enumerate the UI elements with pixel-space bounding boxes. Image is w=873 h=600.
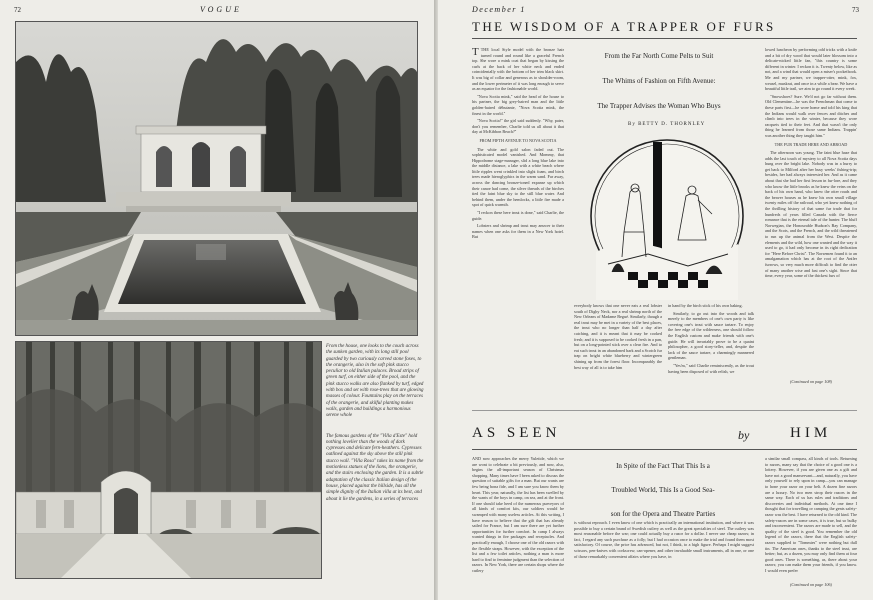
trapper-col2b-para-2: Similarly, to go out into the woods and talk merely to the members of one's own party is like covering one's trout with sauce tartare. To enjoy the free edge of the wilderness, one should follow the English custom and make friends with one's guide. He will invariably prove to be a quaint philosopher, a good story-teller, and, despite the lack of the sauce tartare, a charmingly mannered gentleman. — [668, 310, 754, 361]
villa-garden-photo — [15, 341, 322, 579]
trapper-col1-para-3: "Nova Scotia!" the girl said suddenly. "Why, pater, don't you remember, Charlie told us all about it that day at McKibbon Beach?" — [472, 118, 564, 135]
section-rule — [472, 410, 857, 411]
trapper-column-1 — [472, 47, 564, 450]
trapper-col1-para-6: Lobsters and shrimp and trout may answer to their names when one asks for them in a New York hotel. But — [472, 223, 564, 240]
seen-column-3 — [765, 456, 857, 578]
page-number-left: 72 — [14, 6, 21, 14]
trapper-col3-para-2: "Snowshoes? Sure. We'd not go far without them. Old Clementine—he was the Frenchman that come to these parts first—he wore home and told his king that the Indians would walk over fences and ditches and climb into trees in the winter, because they wore racquets tied to their feet. And that wasn't the only thing he learned from those same Indians. Trappin' was another thing they taught him." — [765, 93, 857, 138]
deck-line-3: The Trapper Advises the Woman Who Buys — [597, 102, 721, 110]
seen-continued — [765, 582, 857, 592]
article-headline: THE WISDOM OF A TRAPPER OF FURS — [472, 19, 776, 34]
seen-col3-para-1: a similar small compass, all kinds of tools. Returning to razors, many say that the choice of a good one is a lottery. However, if you are given one as a gift and have not a good manservant—and, naturally, you have only yourself to rely upon in camp—you can manage to hone your razor on your belt. A dozen fine razors are a luxury. No two men strop their razors in the same way. Each of us has rules and traditions and discoveries and individual methods. At one time I thought that for travelling or camping the gents safety-razor was the best. I have returned to the old kind. The safety-razors are in some cases, it is true, but so bulky and inconvenient. The razors are made to sell, and the quality of the steel is good. You remember the old legend of the razors, there that the English safety-razors supplied to "Tommies" were nothing but dull tin. The American ones, thanks to the steel trust, are better; but, as a dozen, you may only find them at four good ones. There is something, as, there about your razors; you can make them your friends, if you know. I would even prefer — [765, 456, 857, 573]
trapper-col2a-para-1: everybody knows that one never eats a real lobster south of Digby Neck, nor a real shrimp north of the New Orleans of Madame Begué. Similarly, though a real trout may be met in a variety of the best places, the trout who no longer than half a day after catching, and it is meant that it may be cooked fresh; and it is supposed to be cooked fresh in a pan, but on a long-pointed stick over a clear fire. And to eat such trout in an abandoned bark and a Scotch fur trap on bright white blueberry and wintergreen shining up from the forest floor. Incomparably the best way of all is to take him — [574, 303, 662, 370]
seen-rule — [472, 449, 857, 450]
deck-line-2: The Whims of Fashion on Fifth Avenue: — [602, 77, 716, 85]
seen-deck-line-1: In Spite of the Fact That This Is a — [616, 462, 710, 470]
trapper-col1-para-1: TTHE local Style model with the bronze hair turned round and round like a graceful French top. She wore a mink coat that began by kissing the curls at the back of her white neck and ended coincidentally with the bottom of her trim black skirt. It was big of collar and generous as to shoulder-room, and the lower perimeter of it was long enough to serve as an equator for the fashionable world. — [472, 47, 564, 92]
trapper-col1-para-5: "I reckon these here trout is done," said Charlie, the guide. — [472, 210, 564, 221]
continued-note-seen: (Continued on page 106) — [790, 582, 832, 587]
trapper-col1-para-4: The white and gold salon faded out. The sophisticated model vanished. And Mommy, that Hippodrome stage-manager, slid a long blue lake into the middle distance, a lake with a white beach where little ripples went crinkled into slight foam, and birch trees made hieroglyphics in the warm sand. Far away, across the dancing bronze-toned expanse up which their canoe had come, the silver threads of the birches tied the faint blue sky to the still blue water. And behind them, under the hemlocks, a little fire made a spot of quick warmth. — [472, 146, 564, 208]
seen-col2-para-1: is without reproach. I even know of one which is practically an international institution, and where it was possible to buy a certain brand of Swedish cutlery as well as the great specialties of steel. The cutlery was most reasonable before the war; one could actually buy a razor for a dollar. I never use cheap razors; in fact, I regard any such purchase as a folly; but I had occasion once to make the trial and found them most satisfactory. Of course, the price has advanced, but not, I think, to a high figure. Perhaps I might suggest scissors, pen-knives with corkscrew, can-opener, and other invaluable small instruments, all in one, or one of those remarkably convenient affairs where you have, in — [574, 520, 754, 559]
caption-bottom: The famous gardens of the "Villa d'Este" hold nothing lovelier than the woods of dark cypresses and delicate fern-heathers. Cypresses outlined against the sky above the still pink stucco wall. "Villa Rosa" takes its name from the motionless statues of the lions, the orangerie, and the stairs enclosing the garden. It is a subtle adaptation of the classic Italian design of the house, placed against the hillside, has all the simple dignity of the Italian villa at its best, and about it lie the gardens, in a series of terraces — [326, 433, 424, 502]
trapper-column-3 — [765, 47, 857, 387]
circle-figures-icon — [588, 132, 746, 300]
running-head-vogue: VOGUE — [200, 5, 242, 14]
seen-title-by: by — [738, 428, 750, 442]
drop-cap: T — [472, 47, 479, 58]
right-page — [438, 0, 873, 600]
sunken-garden-photo — [15, 21, 418, 336]
seen-deck-line-3: son for the Opera and Theatre Parties — [610, 510, 716, 518]
caption-top: From the house, one looks to the couch across the sunken garden, with its long still pool guarded by two curiously carved stone foxes, to the orangerie, also in the soft pink stucco peculiar to old Italian palaces. Broad strips of green turf, on either side of the pool, and the pink stucco walks are also flanked by turf, edged with box and set with rose-trees that are glowing masses of colour. Fountains play on the terraces of the orangerie, and skilful planting makes walls, garden and buildings a harmonious serene whole — [326, 344, 424, 419]
seen-title-him: HIM — [790, 425, 832, 441]
trapper-column-2a — [574, 303, 662, 449]
seen-col1-para-1: AND now approaches the merry Yuletide, which we are wont to celebrate a bit previously, and now, also, begins the all-important season of Christmas shopping. Many times have I been asked to discuss the question of suitable gifts for a man. But our wants are few being bona fide, and I am sure you know them by heart. This year, naturally, the list has been swelled by the wants of the boys in camp, on sea, and at the front. If one should take heed of the numerous purveyors of all kinds of comfort kits, our soldiers would be swamped with many useless articles. At this writing, I have reason to believe that the gift that has already sailed for France, but I am sure there are yet further opportunities for further comfort. In camp I always wanted things in fire packages and receptacles. And practically enough, I choose one of the old razors with the flexible straps. However, with the exception of the list and a few toilet articles, nothing a man is more hard to find to feminine judgment than the selection of razors. In New York, there are certain shops where the cutlery — [472, 456, 564, 573]
article-byline: By BETTY D. THORNLEY — [628, 122, 706, 127]
left-page — [0, 0, 434, 600]
seen-column-1 — [472, 456, 564, 598]
seen-deck — [574, 458, 752, 522]
page-number-right: 73 — [852, 6, 859, 14]
trapper-continued — [765, 379, 857, 389]
article-deck — [574, 52, 744, 127]
trapper-col2b-para-1: in hand by the birch stick of his own baking. — [668, 303, 743, 308]
running-head-date: December 1 — [472, 5, 526, 14]
trapper-col1-para-2: "Nova Scotia mink," said the head of the house to his partner, the big grey-haired man and the little golden-haired débutante, "Nova Scotia mink, the finest in the world." — [472, 93, 564, 116]
deck-line-1: From the Far North Come Pelts to Suit — [604, 52, 714, 60]
trapper-col3-para-3: The afternoon was young. The faint blue haze that adds the last touch of mystery to all Nova Scotia days hung over the bright lake. Nobody was in a hurry to get back to Milford after her busy weeks' fishing-trip; besides, her had always interested her. And as it came about that she had her first lesson in fur-lore, and they who know the little brooks as he knew the veins on the back of his own hand, who knew the otter roads and the beaver houses as he knew his own small village twenty miles off the railroad, who yet knew nothing of the thrilling history of that same fur trade that for hundreds of years filled Canada with the fierce romance that is the eternal tale of the hunter. The bluff Norwegian, the Honourable Hudson's Bay Company, and the Scots, and the French, and the wild threatened to run up the animal from the West. Despite the elements and the wild, how one wanted and the way it used to go, it had only become in its right dedication for "Here Before Christ". The Norsemen found it to an amalgamation which has at the root of the Antler furrows, so very much more difficult to find the otter of many another wise and fast one's sight. Since that time, every year, some of the thickest furs of — [765, 150, 857, 279]
sunken-garden-image — [16, 22, 417, 335]
seen-title-main: AS SEEN — [472, 425, 561, 441]
subhead-fur-trade: THE FUR TRADE HERE AND ABROAD — [774, 141, 848, 147]
continued-note-trapper: (Continued on page 108) — [790, 379, 832, 384]
trapper-col3-para-1: lowed luncheon by performing odd tricks with a knife and a bit of dry wood that would later blossom into a delicate-nicked little fan, "this country is some different in winter. I reckon it is. Twenty below, like as not, and a wind that would open a miser's pocketbook. Me and my partner, we trapper-otter, mink, fox, weasel, muskrat, and once in a while a bear. We have a beautiful little trail, we aim to go round it every week. — [765, 47, 857, 92]
villa-garden-image — [16, 342, 321, 578]
headline-rule — [472, 38, 857, 39]
photo-captions — [326, 344, 424, 507]
fur-fashion-illustration — [588, 132, 746, 300]
trapper-col2b-para-3: "Yes'm," said Charlie reminiscently, as the trout having been disposed of with relish, we — [668, 362, 754, 374]
seen-column-2 — [574, 520, 754, 598]
seen-deck-line-2: Troubled World, This Is a Good Sea- — [611, 486, 715, 494]
subhead-nova-scotia: FROM FIFTH AVENUE TO NOVA SCOTIA — [479, 137, 557, 143]
